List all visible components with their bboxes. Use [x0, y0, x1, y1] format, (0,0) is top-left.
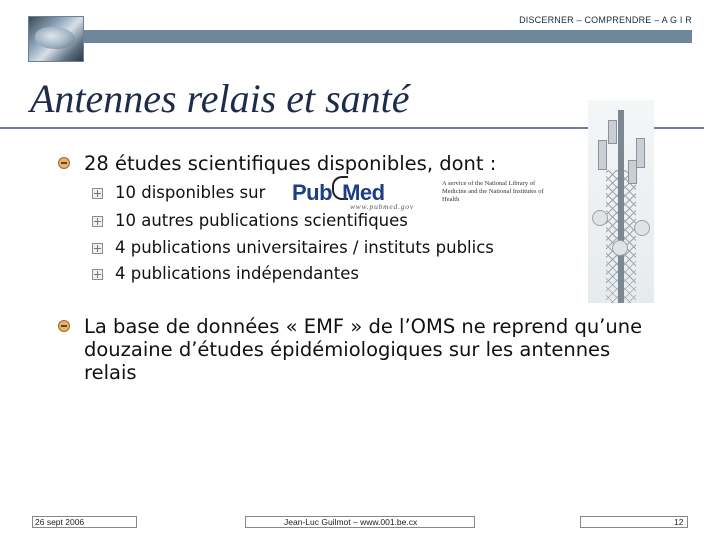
bullet-text: 28 études scientifiques disponibles, dont :	[84, 152, 497, 175]
header-logo-image	[28, 16, 84, 62]
bullet-text: La base de données « EMF » de l’OMS ne reprend qu’une douzaine d’études épidémiologiques sur les antennes relais	[84, 315, 643, 384]
sub-bullet-icon	[92, 188, 103, 199]
sub-bullet-icon	[92, 216, 103, 227]
pubmed-logo: Pub Med www.pubmed.gov A service of the National Library of Medicine and the National Institutes of Health	[292, 176, 554, 214]
sub-bullet-text: 10 disponibles sur	[115, 183, 266, 202]
antenna-photo	[588, 100, 654, 303]
bullet-icon	[58, 320, 70, 332]
footer-page-box	[580, 516, 688, 528]
slide-title: Antennes relais et santé	[30, 76, 410, 121]
pubmed-url: www.pubmed.gov	[350, 202, 414, 211]
header-tagline: DISCERNER – COMPRENDRE – A G I R	[519, 15, 692, 25]
footer-date: 26 sept 2006	[35, 517, 85, 527]
sub-bullet-icon	[92, 269, 103, 280]
sub-bullet-icon	[92, 243, 103, 254]
sub-bullet-text: 4 publications indépendantes	[115, 264, 359, 283]
bullet-icon	[58, 157, 70, 169]
footer-author: Jean-Luc Guilmot – www.001.be.cx	[284, 517, 418, 527]
sub-bullet-text: 10 autres publications scientifiques	[115, 211, 408, 230]
pubmed-nlm-caption: A service of the National Library of Medicine and the National Institutes of Health	[442, 180, 544, 203]
header-bar	[84, 30, 692, 43]
page-number: 12	[674, 517, 684, 527]
sub-bullet-text: 4 publications universitaires / instituts publics	[115, 238, 494, 257]
